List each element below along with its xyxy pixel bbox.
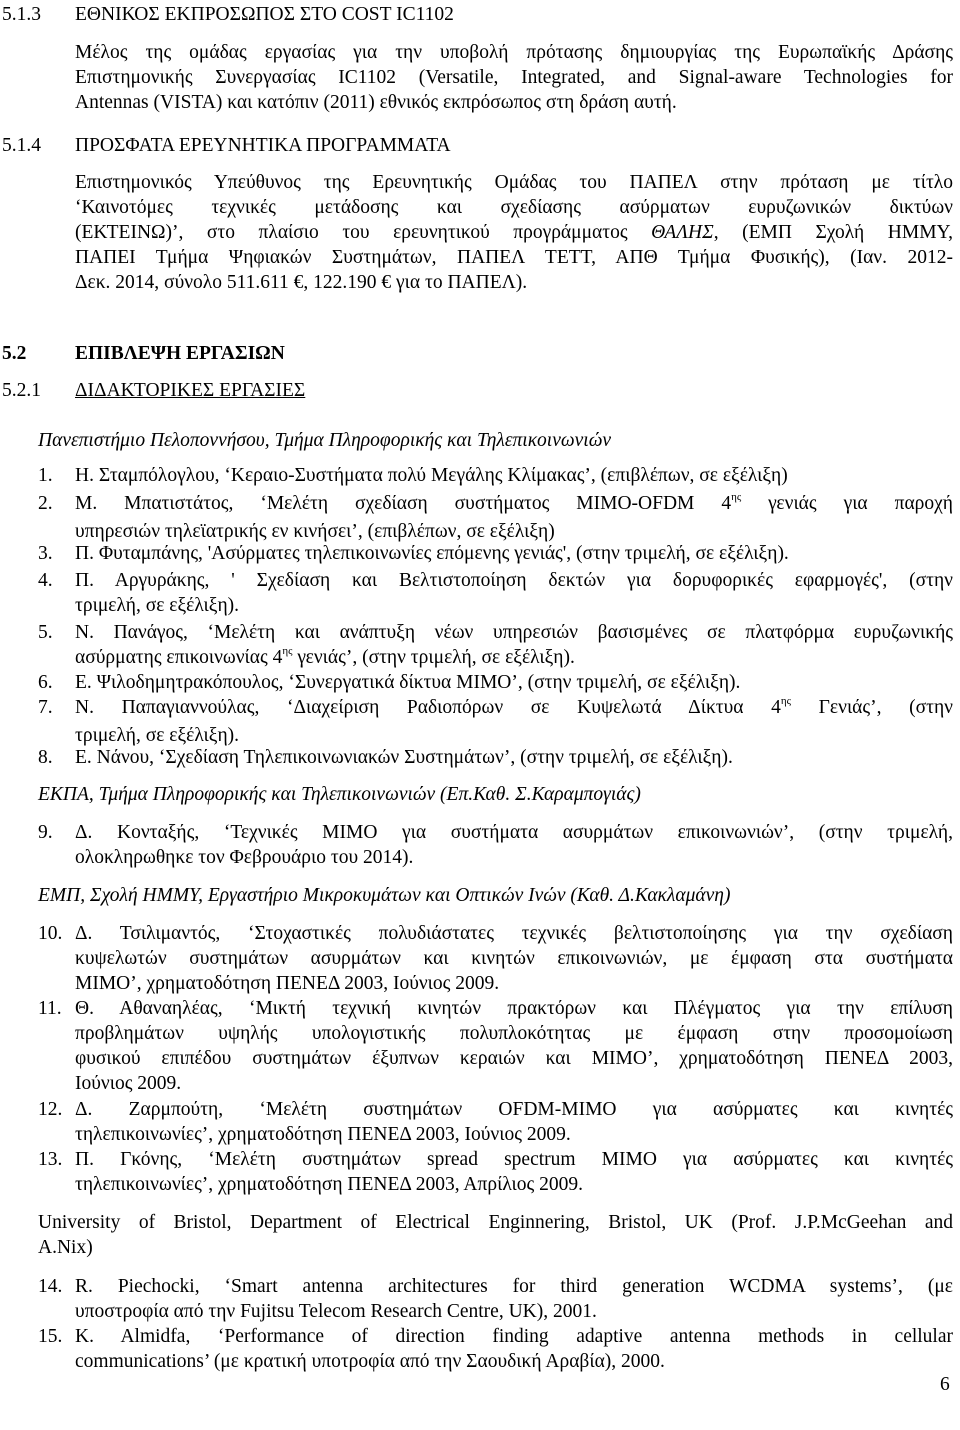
list-number: 10.: [38, 923, 63, 944]
section-paragraph: [75, 40, 953, 115]
list-item: 10. Δ. Τσιλιμαντός, ‘Στοχαστικές πολυδιάστατες τεχνικές βελτιστοποίησης για την σχεδίαση κυψελωτών συστημάτων ασυρμάτων και κινητών επικοινωνιών, με έμφαση στα συστήματα ΜΙΜΟ’, χρηματοδότηση ΠΕΝΕΔ 2003, Ιούνιος 2009.: [38, 923, 953, 994]
list-number: 12.: [38, 1099, 63, 1120]
list-item: 5. Ν. Πανάγος, ‘Μελέτη και ανάπτυξη νέων υπηρεσιών βασισμένες σε πλατφόρμα ευρυζωνικής ασύρματης επικοινωνίας $4^{\eta\varsigma}$ γενιάς’, (στην τριμελή, σε εξέλιξη).: [38, 622, 953, 668]
list-number: 1.: [38, 465, 53, 486]
section-title: ΕΠΙΒΛΕΨΗ ΕΡΓΑΣΙΩΝ: [75, 343, 285, 364]
section-number: 5.2.1: [2, 380, 41, 401]
list-number: 6.: [38, 672, 53, 693]
section-title: ΠΡΟΣΦΑΤΑ ΕΡΕΥΝΗΤΙΚΑ ΠΡΟΓΡΑΜΜΑΤΑ: [75, 135, 451, 156]
paragraph-line: Δεκ. 2014, σύνολο 511.611 €, 122.190 € για το ΠΑΠΕΛ).: [75, 272, 528, 293]
list-number: 2.: [38, 493, 53, 514]
list-number: 9.: [38, 822, 53, 843]
section-number: 5.1.4: [2, 135, 41, 156]
list-item: 14. R. Piechocki, ‘Smart antenna architectures for third generation WCDMA systems’, (με υποστροφία από την Fujitsu Telecom Research Centre, UK), 2001.: [38, 1276, 953, 1322]
list-item: 13. Π. Γκόνης, ‘Μελέτη συστημάτων spread spectrum MIMO για ασύρματες και κινητές τηλεπικοινωνίες’, χρηματοδότηση ΠΕΝΕΔ 2003, Απρίλιος 2009.: [38, 1149, 953, 1195]
institution-heading: University of Bristol, Department of Electrical Enginnering, Bristol, UK (Prof. J.P.McGeehan and A.Nix): [38, 1212, 953, 1258]
paragraph-line: Επιστημονικός Υπεύθυνος της Ερευνητικής Ομάδας του ΠΑΠΕΛ στην πρόταση με τίτλο: [75, 172, 953, 193]
list-item: 7. Ν. Παπαγιαννούλας, ‘Διαχείριση Ραδιοπόρων σε Κυψελωτά Δίκτυα $4^{\eta\varsigma}$ Γενιάς’, (στην τριμελή, σε εξέλιξη).: [38, 695, 953, 746]
institution-heading: Πανεπιστήμιο Πελοποννήσου, Τμήμα Πληροφορικής και Τηλεπικοινωνιών: [38, 430, 611, 451]
list-item: 15. K. Almidfa, ‘Performance of direction finding adaptive antenna methods in cellular communications’ (με κρατική υποτροφία από την Σαουδική Αραβία), 2000.: [38, 1326, 953, 1372]
paragraph-line: Μέλος της ομάδας εργασίας για την υποβολή πρότασης δημιουργίας της Ευρωπαϊκής Δράσης: [75, 42, 953, 63]
list-number: 5.: [38, 622, 53, 643]
list-item: 12. Δ. Ζαρμπούτη, ‘Μελέτη συστημάτων OFDM-MIMO για ασύρματες και κινητές τηλεπικοινωνίες’, χρηματοδότηση ΠΕΝΕΔ 2003, Ιούνιος 2009.: [38, 1099, 953, 1145]
paragraph-line: Επιστημονικής Συνεργασίας IC1102 (Versatile, Integrated, and Signal-aware Technologies for: [75, 67, 953, 88]
list-number: 14.: [38, 1276, 63, 1297]
section-number: 5.1.3: [2, 4, 41, 25]
section-paragraph: [75, 170, 953, 295]
section-title: ΕΘΝΙΚΟΣ ΕΚΠΡΟΣΩΠΟΣ ΣΤΟ COST IC1102: [75, 4, 454, 25]
institution-heading: ΕΜΠ, Σχολή ΗΜΜΥ, Εργαστήριο Μικροκυμάτων και Οπτικών Ινών (Καθ. Δ.Κακλαμάνη): [38, 885, 731, 906]
list-item: 3. Π. Φυταμπάνης, 'Ασύρματες τηλεπικοινωνίες επόμενης γενιάς', (στην τριμελή, σε εξέλιξη).: [38, 543, 789, 564]
list-item: 1. Η. Σταμπόλογλου, ‘Κεραιο-Συστήματα πολύ Μεγάλης Κλίμακας’, (επιβλέπων, σε εξέλιξη): [38, 465, 788, 486]
list-number: 4.: [38, 570, 53, 591]
list-number: 13.: [38, 1149, 63, 1170]
list-number: 3.: [38, 543, 53, 564]
list-number: 8.: [38, 747, 53, 768]
list-item: 4. Π. Αργυράκης, ' Σχεδίαση και Βελτιστοποίηση δεκτών για δορυφορικές εφαρμογές', (στην τριμελή, σε εξέλιξη).: [38, 570, 953, 616]
list-item: 6. Ε. Ψιλοδημητρακόπουλος, ‘Συνεργατικά δίκτυα ΜΙΜΟ’, (στην τριμελή, σε εξέλιξη).: [38, 672, 741, 693]
list-item: 9. Δ. Κονταξής, ‘Τεχνικές MIMO για συστήματα ασυρμάτων επικοινωνιών’, (στην τριμελή, ολοκληρωθηκε τον Φεβρουάριο του 2014).: [38, 822, 953, 868]
list-item: 11. Θ. Αθαναηλέας, ‘Μικτή τεχνική κινητών πρακτόρων και Πλέγματος για την επίλυση προβλημάτων υψηλής υπολογιστικής πολυπλοκότητας με έμφαση στην προσομοίωση φυσικού επιπέδου συστημάτων έξυπνων κεραιών και ΜΙΜΟ’, χρηματοδότηση ΠΕΝΕΔ 2003, Ιούνιος 2009.: [38, 998, 953, 1094]
paragraph-line: Antennas (VISTA) και κατόπιν (2011) εθνικός εκπρόσωπος στη δράση αυτή.: [75, 92, 677, 113]
list-number: 7.: [38, 697, 53, 718]
paragraph-line: (ΕΚΤΕΙΝΩ)’, στο πλαίσιο του ερευνητικού προγράμματος ΘΑΛΗΣ, (ΕΜΠ Σχολή ΗΜΜΥ,: [75, 222, 953, 243]
page-number: 6: [940, 1374, 950, 1395]
list-item: 8. Ε. Νάνου, ‘Σχεδίαση Τηλεπικοινωνιακών Συστημάτων’, (στην τριμελή, σε εξέλιξη).: [38, 747, 733, 768]
list-number: 15.: [38, 1326, 63, 1347]
section-title: ΔΙΔΑΚΤΟΡΙΚΕΣ ΕΡΓΑΣΙΕΣ: [75, 380, 306, 401]
paragraph-line: ΠΑΠΕΙ Τμήμα Ψηφιακών Συστημάτων, ΠΑΠΕΛ ΤΕΤΤ, ΑΠΘ Τμήμα Φυσικής), (Ιαν. 2012-: [75, 247, 953, 268]
list-number: 11.: [38, 998, 62, 1019]
paragraph-line: ‘Καινοτόμες τεχνικές μετάδοσης και σχεδίασης ασύρματων ευρυζωνικών δικτύων: [75, 197, 953, 218]
section-number: 5.2: [2, 343, 27, 364]
list-item: 2. Μ. Μπατιστάτος, ‘Μελέτη σχεδίαση συστήματος MIMO-OFDM $4^{\eta\varsigma}$ γενιάς για παροχή υπηρεσιών τηλεϊατρικής εν κινήσει’, (επιβλέπων, σε εξέλιξη): [38, 491, 953, 542]
institution-heading: ΕΚΠΑ, Τμήμα Πληροφορικής και Τηλεπικοινωνιών (Επ.Καθ. Σ.Καραμπογιάς): [38, 784, 641, 805]
